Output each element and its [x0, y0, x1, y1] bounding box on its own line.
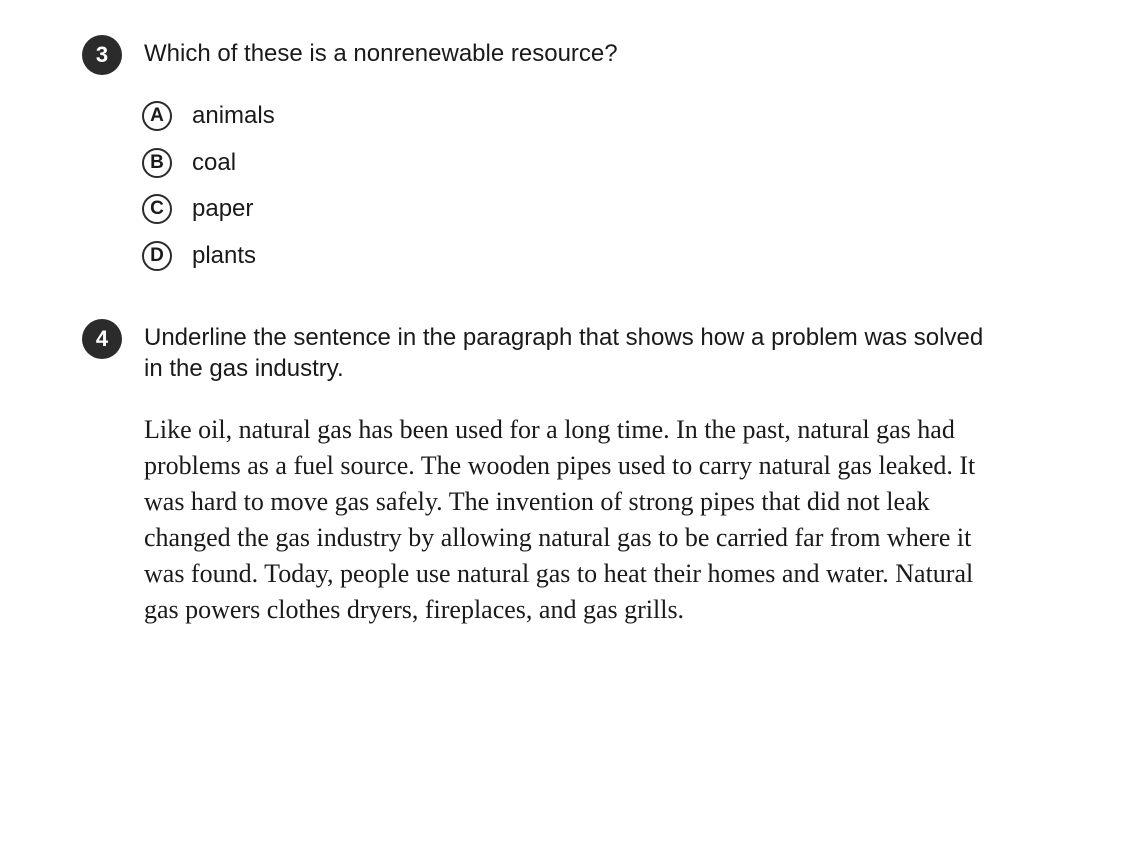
passage-sentence[interactable]: The wooden pipes used to carry natural gas leaked.	[420, 451, 953, 480]
passage-sentence[interactable]: Today, people use natural gas to heat their homes and water.	[264, 559, 889, 588]
answer-option-d[interactable]	[142, 233, 275, 280]
passage-sentence[interactable]: Natural gas powers clothes dryers, fireplaces, and gas grills.	[144, 559, 974, 624]
reading-passage	[144, 412, 984, 628]
answer-option-b[interactable]	[142, 140, 275, 187]
answer-bubble-a[interactable]: A	[142, 101, 172, 131]
question-prompt: Underline the sentence in the paragraph that shows how a problem was solved in the gas industry.	[144, 324, 984, 382]
answer-text-c: paper	[192, 195, 254, 223]
answer-options	[142, 93, 275, 279]
answer-option-a[interactable]	[142, 93, 275, 140]
passage-sentence[interactable]: Like oil, natural gas has been used for a long time.	[144, 415, 670, 444]
answer-bubble-c[interactable]: C	[142, 194, 172, 224]
passage-sentence[interactable]: The invention of strong pipes that did not leak changed the gas industry by allowing natural gas to be carried far from where it was found.	[144, 487, 972, 588]
answer-text-b: coal	[192, 148, 237, 176]
answer-option-c[interactable]	[142, 186, 275, 233]
answer-bubble-d[interactable]: D	[142, 241, 172, 271]
question-prompt: Which of these is a nonrenewable resource?	[144, 40, 618, 67]
question-4	[82, 319, 984, 624]
question-3-header	[82, 35, 618, 75]
passage-sentence[interactable]: It was hard to move gas safely.	[144, 451, 976, 516]
answer-bubble-b[interactable]: B	[142, 148, 172, 178]
answer-text-d: plants	[192, 241, 257, 269]
answer-text-a: animals	[192, 102, 275, 130]
passage-sentence[interactable]: In the past, natural gas had problems as a fuel source.	[144, 415, 955, 480]
question-3	[82, 35, 618, 269]
question-4-header	[82, 319, 984, 384]
question-number-badge: 4	[82, 319, 122, 359]
question-number-badge: 3	[82, 35, 122, 75]
